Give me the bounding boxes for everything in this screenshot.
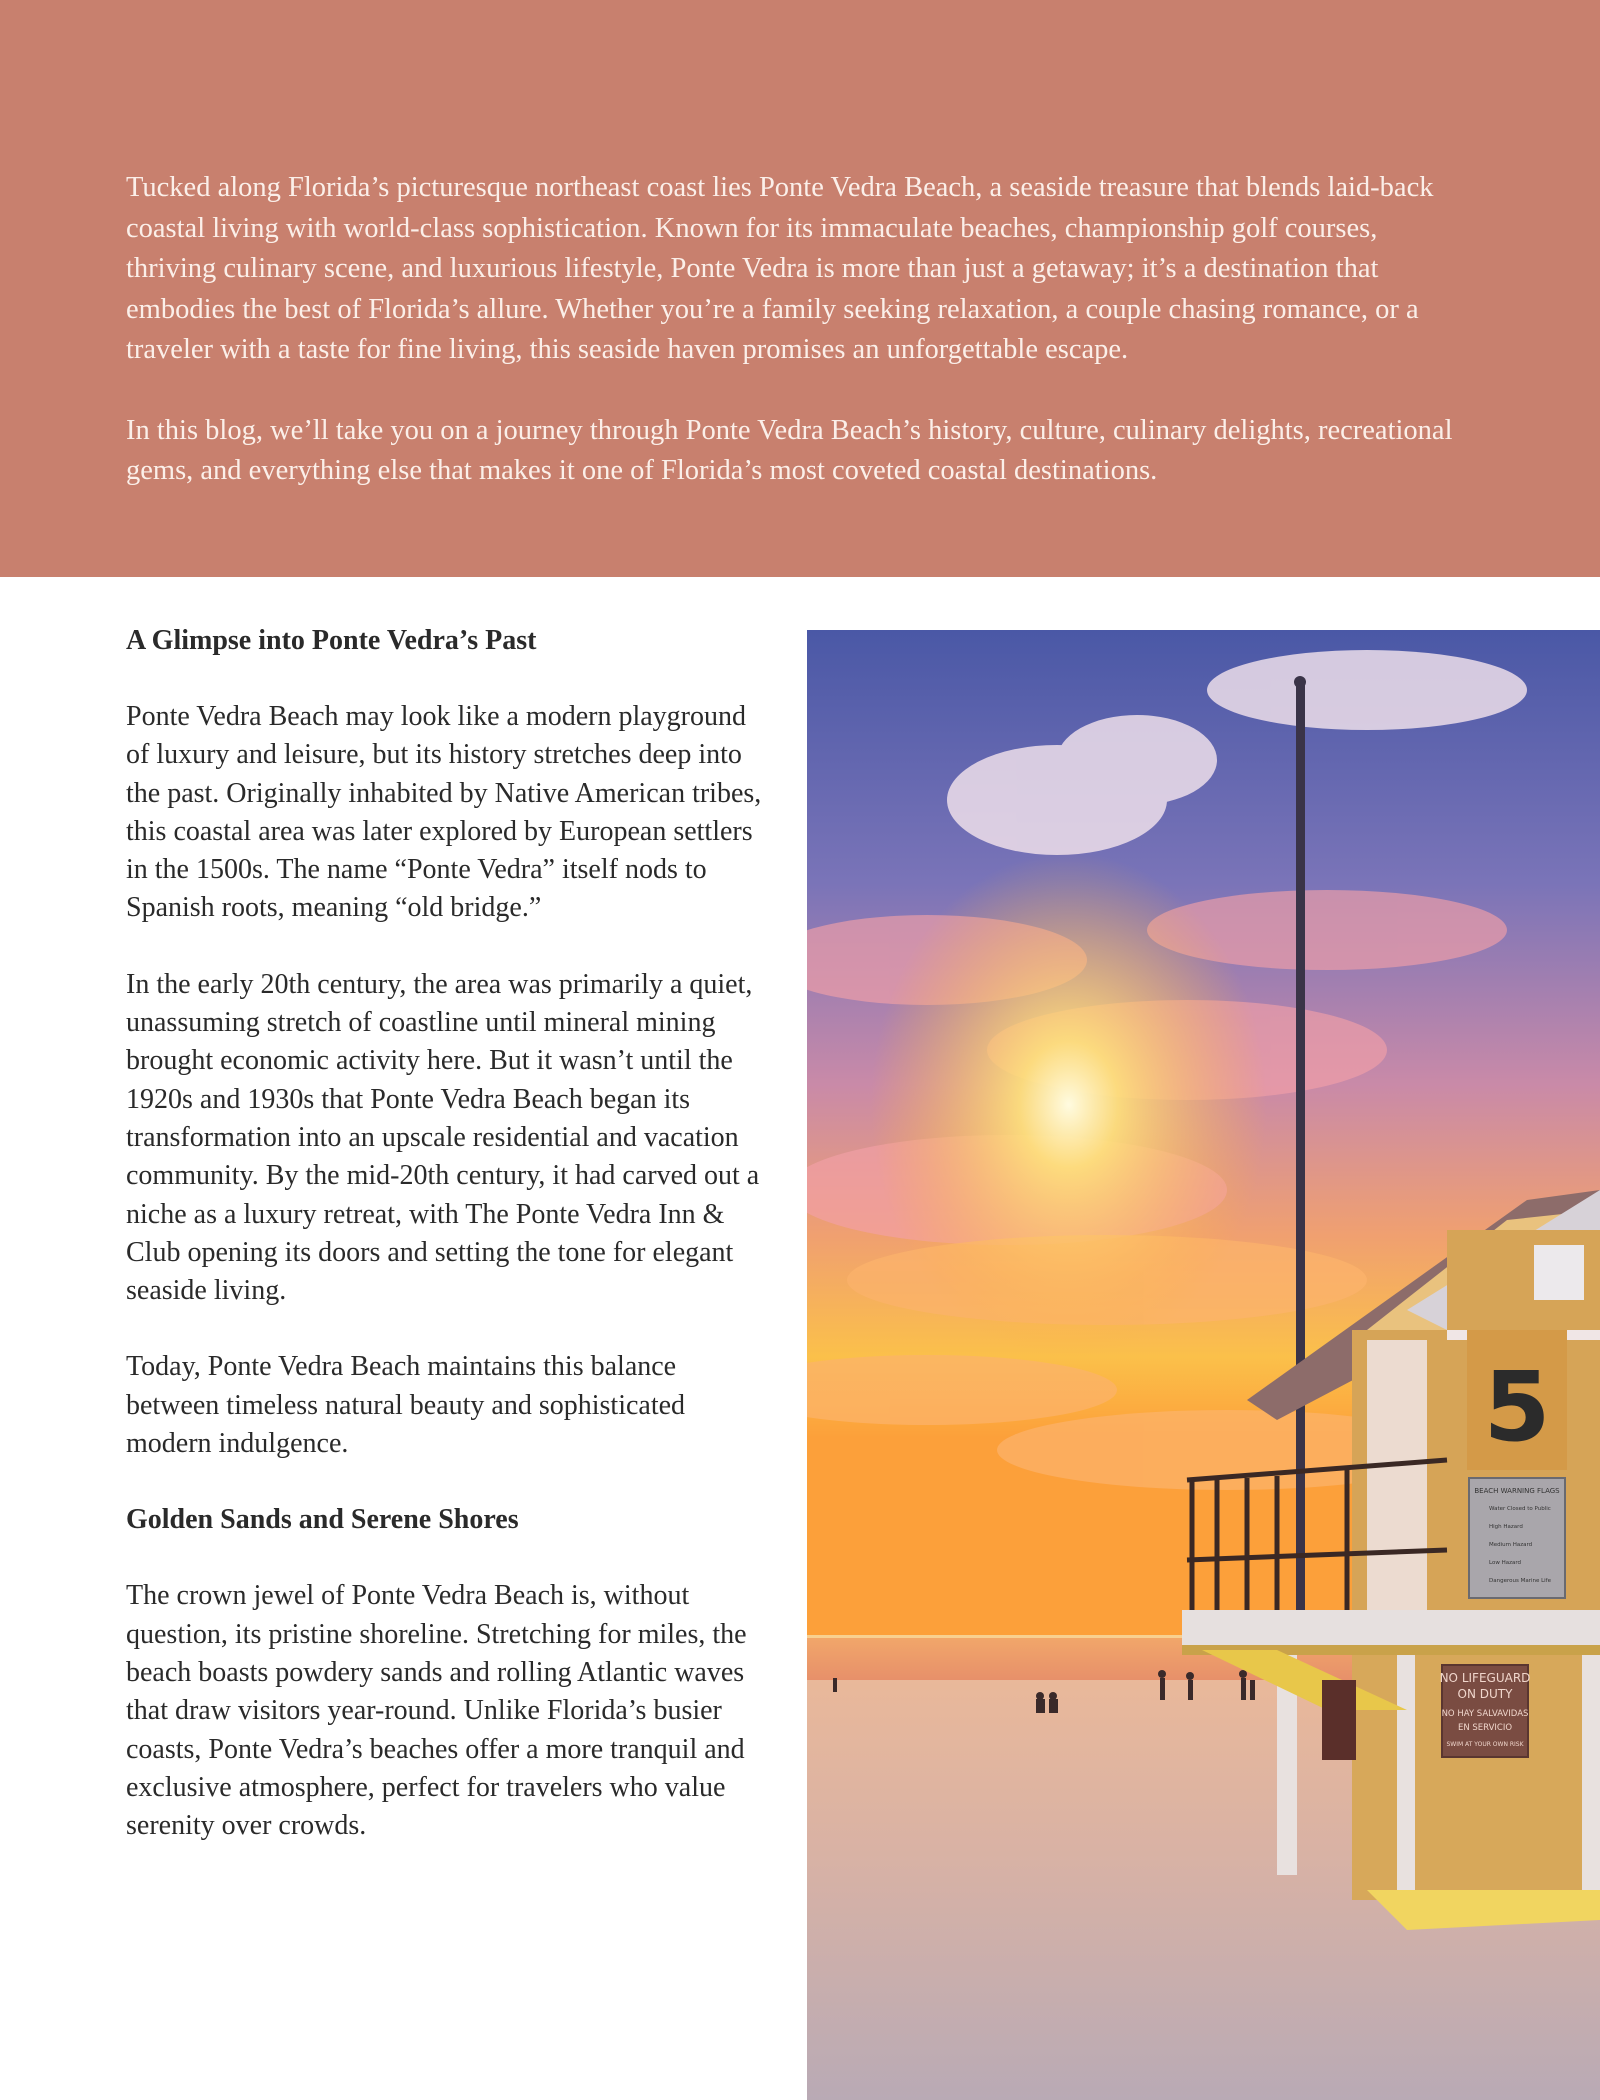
flags-board-title: BEACH WARNING FLAGS [1474,1487,1560,1495]
sign-line: EN SERVICIO [1457,1723,1513,1733]
flags-board-item: Dangerous Marine Life [1489,1578,1552,1584]
sign-line: SWIM AT YOUR OWN RISK [1446,1741,1524,1748]
beach-sunset-photo [807,630,1600,2100]
intro-text [126,168,1466,532]
sign-line: NO HAY SALVAVIDAS [1441,1709,1529,1719]
flags-board-item: Medium Hazard [1489,1542,1533,1548]
intro-paragraph: In this blog, we’ll take you on a journey through Ponte Vedra Beach’s history, culture, culinary delights, recreational gems, and everything else that makes it one of Florida’s most coveted coastal destinations. [126,414,1453,486]
body-paragraph: In the early 20th century, the area was primarily a quiet, unassuming stretch of coastline until mineral mining brought economic activity here. But it wasn’t until the 1920s and 1930s that Ponte Vedra Beach began its transformation into an upscale residential and vacation community. By the mid-20th century, it had carved out a niche as a luxury retreat, with The Ponte Vedra Inn & Club opening its doors and setting the tone for elegant seaside living. [126,968,760,1307]
flags-board-item: Water Closed to Public [1489,1506,1551,1512]
body-paragraph: Today, Ponte Vedra Beach maintains this balance between timeless natural beauty and sophisticated modern indulgence. [126,1351,686,1460]
body-paragraph: Ponte Vedra Beach may look like a modern playground of luxury and leisure, but its history stretches deep into the past. Originally inhabited by Native American tribes, this coastal area was later explored by European settlers in the 1500s. The name “Ponte Vedra” itself nods to Spanish roots, meaning “old bridge.” [126,701,762,924]
tower-number: 5 [1483,1351,1551,1463]
sign-line: ON DUTY [1457,1687,1513,1701]
body-paragraph: The crown jewel of Ponte Vedra Beach is, without question, its pristine shoreline. Stretching for miles, the beach boasts powdery sands and rolling Atlantic waves that draw visitors year-round. Unlike Florida’s busier coasts, Ponte Vedra’s beaches offer a more tranquil and exclusive atmosphere, perfect for travelers who value serenity over crowds. [126,1580,747,1842]
section-heading-history: A Glimpse into Ponte Vedra’s Past [126,625,537,656]
section-heading-beaches: Golden Sands and Serene Shores [126,1504,519,1536]
flags-board-item: High Hazard [1489,1524,1523,1530]
intro-paragraph: Tucked along Florida’s picturesque northeast coast lies Ponte Vedra Beach, a seaside treasure that blends laid-back coastal living with world-class sophistication. Known for its immaculate beaches, championship golf courses, thriving culinary scene, and luxurious lifestyle, Ponte Vedra is more than just a getaway; it’s a destination that embodies the best of Florida’s allure. Whether you’re a family seeking relaxation, a couple chasing romance, or a traveler with a taste for fine living, this seaside haven promises an unforgettable escape. [126,172,1434,365]
article-body [126,622,766,1883]
sign-line: NO LIFEGUARD [1439,1671,1531,1685]
flags-board-item: Low Hazard [1489,1560,1521,1566]
